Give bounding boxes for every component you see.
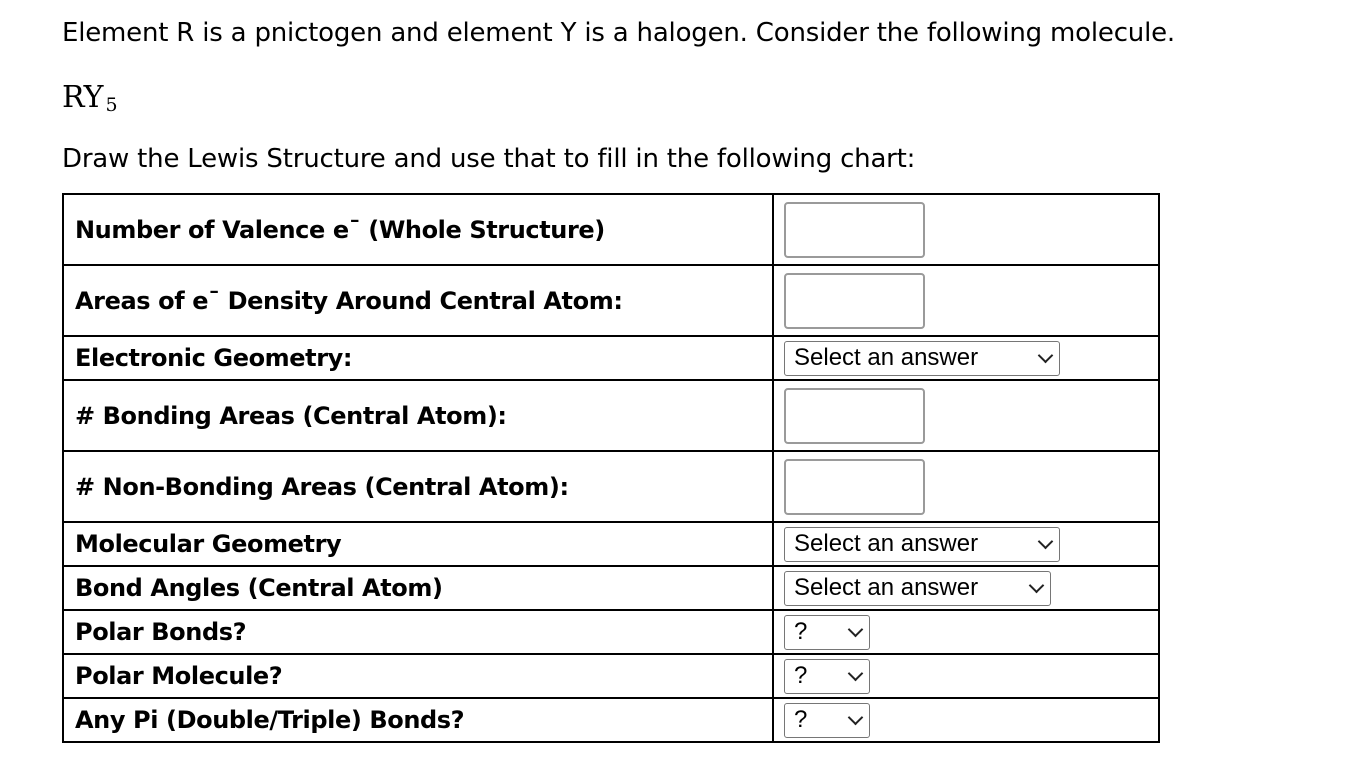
formula-base: RY bbox=[62, 80, 104, 115]
molecule-formula bbox=[62, 80, 118, 116]
row-label-bonding-areas: # Bonding Areas (Central Atom): bbox=[63, 380, 773, 451]
answer-cell bbox=[773, 380, 1159, 451]
answer-cell bbox=[773, 654, 1159, 698]
select-value: Select an answer bbox=[794, 574, 979, 601]
formula-subscript: 5 bbox=[105, 94, 118, 116]
select-value: ? bbox=[794, 618, 808, 645]
answer-cell bbox=[773, 610, 1159, 654]
row-label-polar-bonds: Polar Bonds? bbox=[63, 610, 773, 654]
row-label-bond-angles: Bond Angles (Central Atom) bbox=[63, 566, 773, 610]
polar-molecule-select[interactable] bbox=[784, 659, 870, 694]
table-row bbox=[63, 522, 1159, 566]
row-label-non-bonding-areas: # Non-Bonding Areas (Central Atom): bbox=[63, 451, 773, 522]
row-label-valence-electrons: Number of Valence e¯ (Whole Structure) bbox=[63, 194, 773, 265]
molecular-geometry-select[interactable] bbox=[784, 527, 1060, 562]
row-label-molecular-geometry: Molecular Geometry bbox=[63, 522, 773, 566]
table-row bbox=[63, 451, 1159, 522]
row-label-electron-density-areas: Areas of e¯ Density Around Central Atom: bbox=[63, 265, 773, 336]
table-row bbox=[63, 698, 1159, 742]
answer-cell bbox=[773, 522, 1159, 566]
chart-instructions: Draw the Lewis Structure and use that to fill in the following chart: bbox=[62, 144, 916, 174]
answer-cell bbox=[773, 566, 1159, 610]
row-label-pi-bonds: Any Pi (Double/Triple) Bonds? bbox=[63, 698, 773, 742]
electronic-geometry-select[interactable] bbox=[784, 341, 1060, 376]
table-row bbox=[63, 336, 1159, 380]
answer-cell bbox=[773, 451, 1159, 522]
table-row bbox=[63, 654, 1159, 698]
select-value: ? bbox=[794, 662, 808, 689]
select-value: Select an answer bbox=[794, 530, 979, 557]
table-row bbox=[63, 380, 1159, 451]
chevron-down-icon bbox=[848, 709, 864, 725]
select-value: ? bbox=[794, 706, 808, 733]
chevron-down-icon bbox=[848, 665, 864, 681]
table-row bbox=[63, 566, 1159, 610]
answer-cell bbox=[773, 336, 1159, 380]
electron-density-areas-input[interactable] bbox=[784, 273, 925, 329]
table-row bbox=[63, 265, 1159, 336]
chevron-down-icon bbox=[848, 621, 864, 637]
row-label-polar-molecule: Polar Molecule? bbox=[63, 654, 773, 698]
pi-bonds-select[interactable] bbox=[784, 703, 870, 738]
select-value: Select an answer bbox=[794, 344, 979, 371]
answer-cell bbox=[773, 698, 1159, 742]
bond-angles-select[interactable] bbox=[784, 571, 1051, 606]
non-bonding-areas-input[interactable] bbox=[784, 459, 925, 515]
chevron-down-icon bbox=[1038, 347, 1054, 363]
bonding-areas-input[interactable] bbox=[784, 388, 925, 444]
answer-chart bbox=[62, 193, 1160, 743]
row-label-electronic-geometry: Electronic Geometry: bbox=[63, 336, 773, 380]
chevron-down-icon bbox=[1029, 577, 1045, 593]
table-row bbox=[63, 610, 1159, 654]
question-intro: Element R is a pnictogen and element Y is a halogen. Consider the following molecule. bbox=[62, 18, 1175, 48]
answer-cell bbox=[773, 265, 1159, 336]
table-row bbox=[63, 194, 1159, 265]
polar-bonds-select[interactable] bbox=[784, 615, 870, 650]
valence-electrons-input[interactable] bbox=[784, 202, 925, 258]
answer-cell bbox=[773, 194, 1159, 265]
chevron-down-icon bbox=[1038, 533, 1054, 549]
